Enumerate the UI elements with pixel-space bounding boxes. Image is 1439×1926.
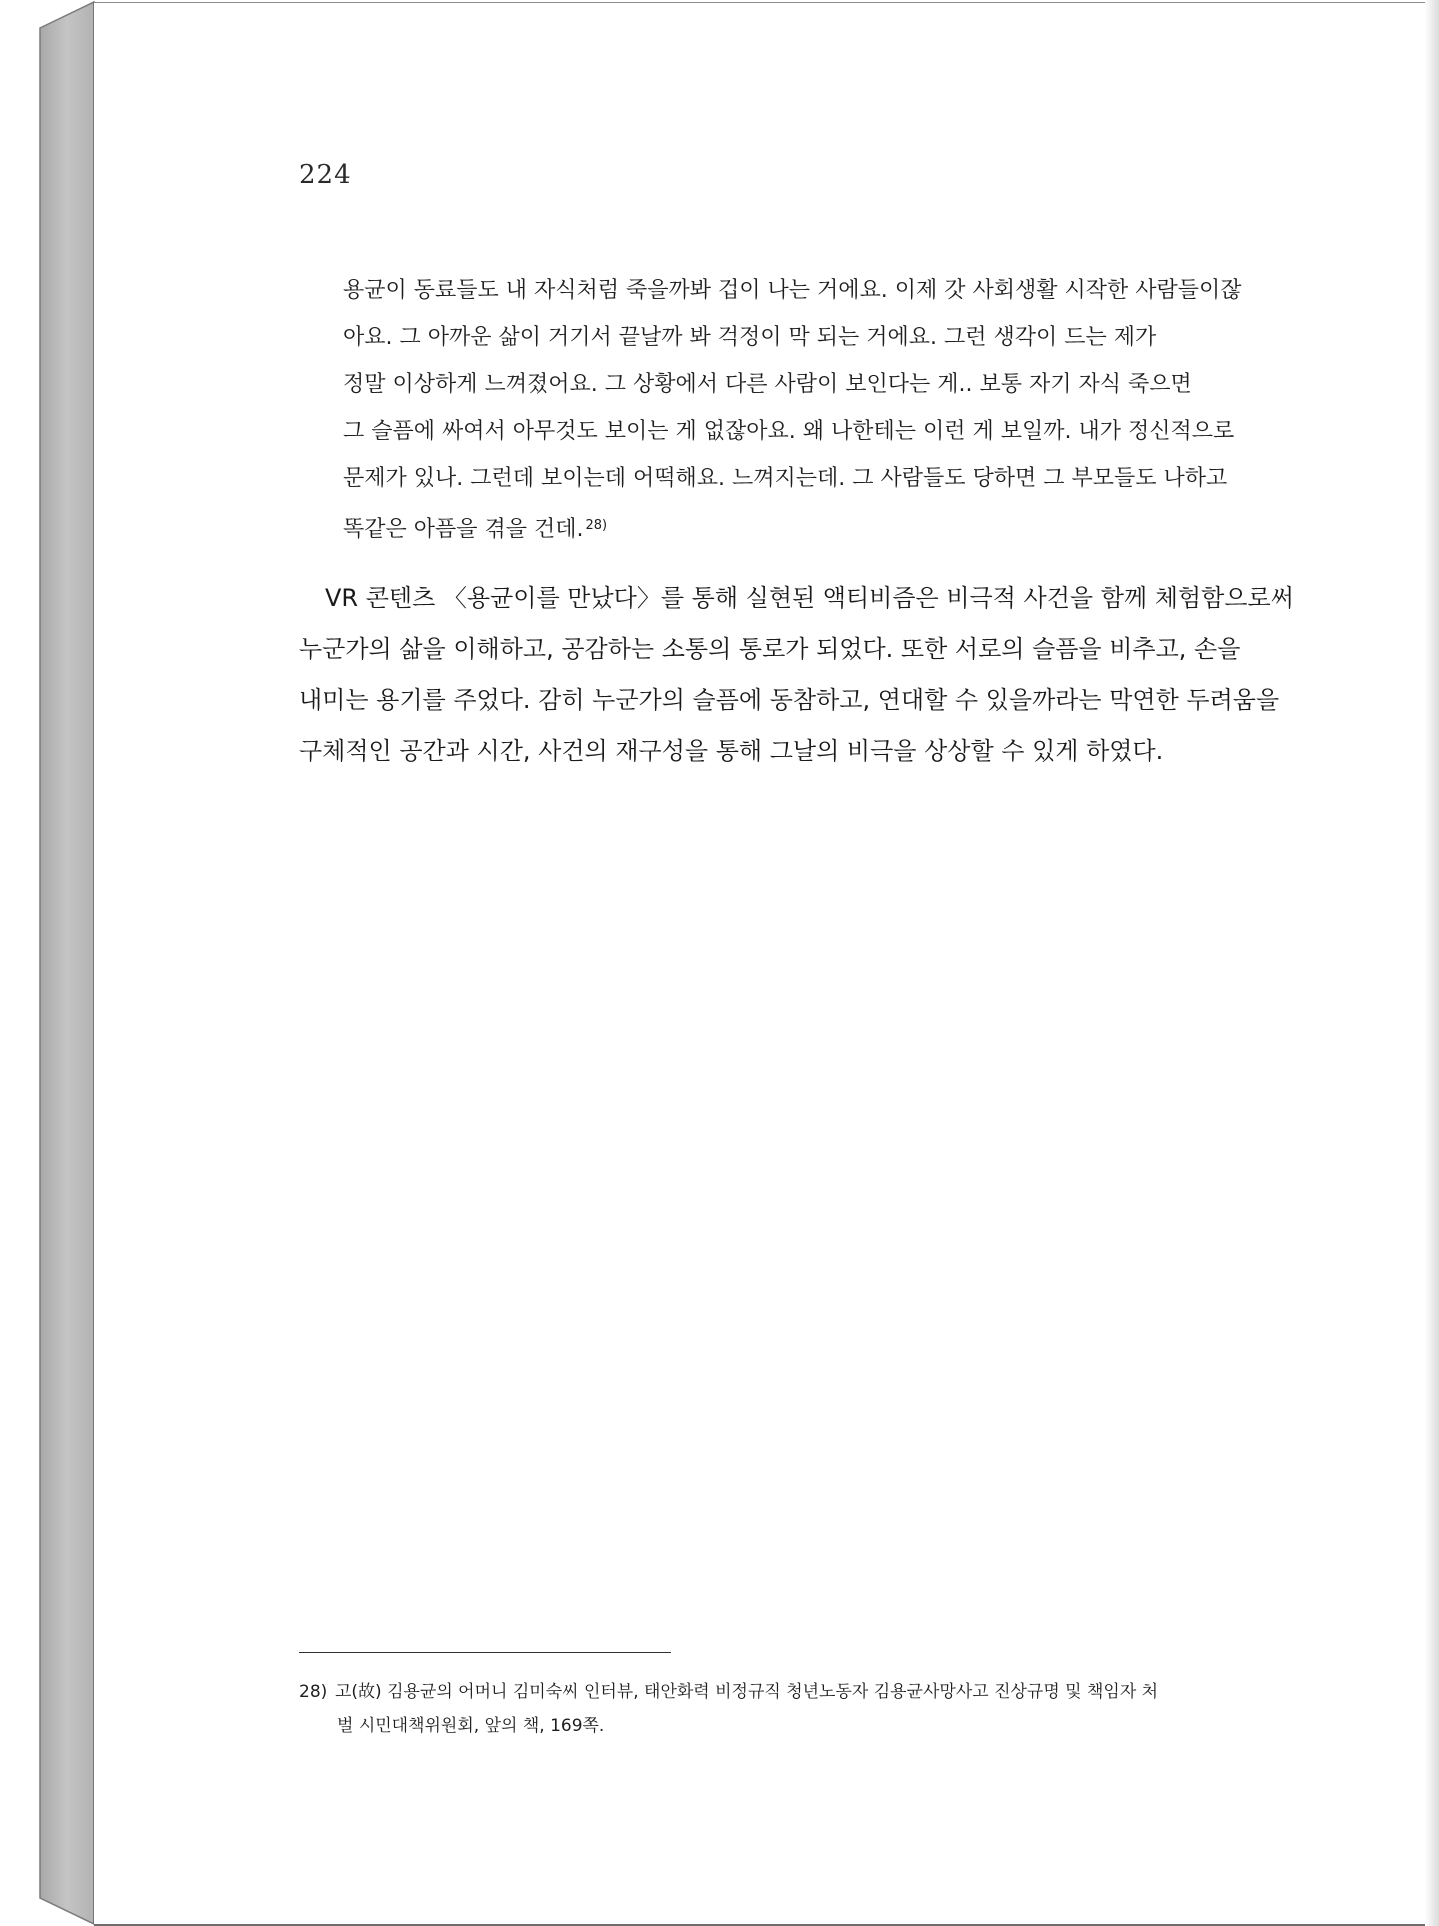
footnote-line [299, 1675, 1265, 1709]
quote-line: 용균이 동료들도 내 자식처럼 죽을까봐 겁이 나는 거에요. 이제 갓 사회생활 시작한 사람들이잖 [343, 278, 1242, 303]
footnote-reference: 28) [585, 518, 608, 533]
page-number: 224 [299, 160, 352, 190]
body-paragraph [299, 573, 1294, 777]
quote-line: 그 슬픔에 싸여서 아무것도 보이는 게 없잖아요. 왜 나한테는 이런 게 보일까. 내가 정신적으로 [343, 419, 1235, 444]
quote-line: 정말 이상하게 느껴졌어요. 그 상황에서 다른 사람이 보인다는 게.. 보통 자기 자식 죽으면 [343, 372, 1192, 397]
body-line: VR 콘텐츠 〈용균이를 만났다〉를 통해 실현된 액티비즘은 비극적 사건을 함께 체험함으로써 [325, 584, 1294, 612]
footnote-divider [299, 1652, 671, 1653]
footnote [299, 1675, 1265, 1743]
footnote-text: 고(故) 김용균의 어머니 김미숙씨 인터뷰, 태안화력 비정규직 청년노동자 김용균사망사고 진상규명 및 책임자 처 [335, 1682, 1159, 1702]
quote-line-last [343, 502, 1205, 549]
footnote-number: 28) [299, 1682, 328, 1702]
body-line: 구체적인 공간과 시간, 사건의 재구성을 통해 그날의 비극을 상상할 수 있게 하였다. [299, 737, 1164, 765]
body-line: 누군가의 삶을 이해하고, 공감하는 소통의 통로가 되었다. 또한 서로의 슬픔을 비추고, 손을 [299, 635, 1241, 663]
quote-line-text: 똑같은 아픔을 겪을 건데. [343, 517, 584, 542]
footnote-line-continued: 벌 시민대책위원회, 앞의 책, 169쪽. [337, 1716, 605, 1736]
quote-line: 아요. 그 아까운 삶이 거기서 끝날까 봐 걱정이 막 되는 거에요. 그런 생각이 드는 제가 [343, 325, 1157, 350]
body-line: 내미는 용기를 주었다. 감히 누군가의 슬픔에 동참하고, 연대할 수 있을까라는 막연한 두려움을 [299, 686, 1280, 714]
quote-line: 문제가 있나. 그런데 보이는데 어떡해요. 느껴지는데. 그 사람들도 당하면 그 부모들도 나하고 [343, 466, 1228, 491]
interview-quote [343, 267, 1242, 549]
page-right-shadow [1425, 0, 1439, 1926]
